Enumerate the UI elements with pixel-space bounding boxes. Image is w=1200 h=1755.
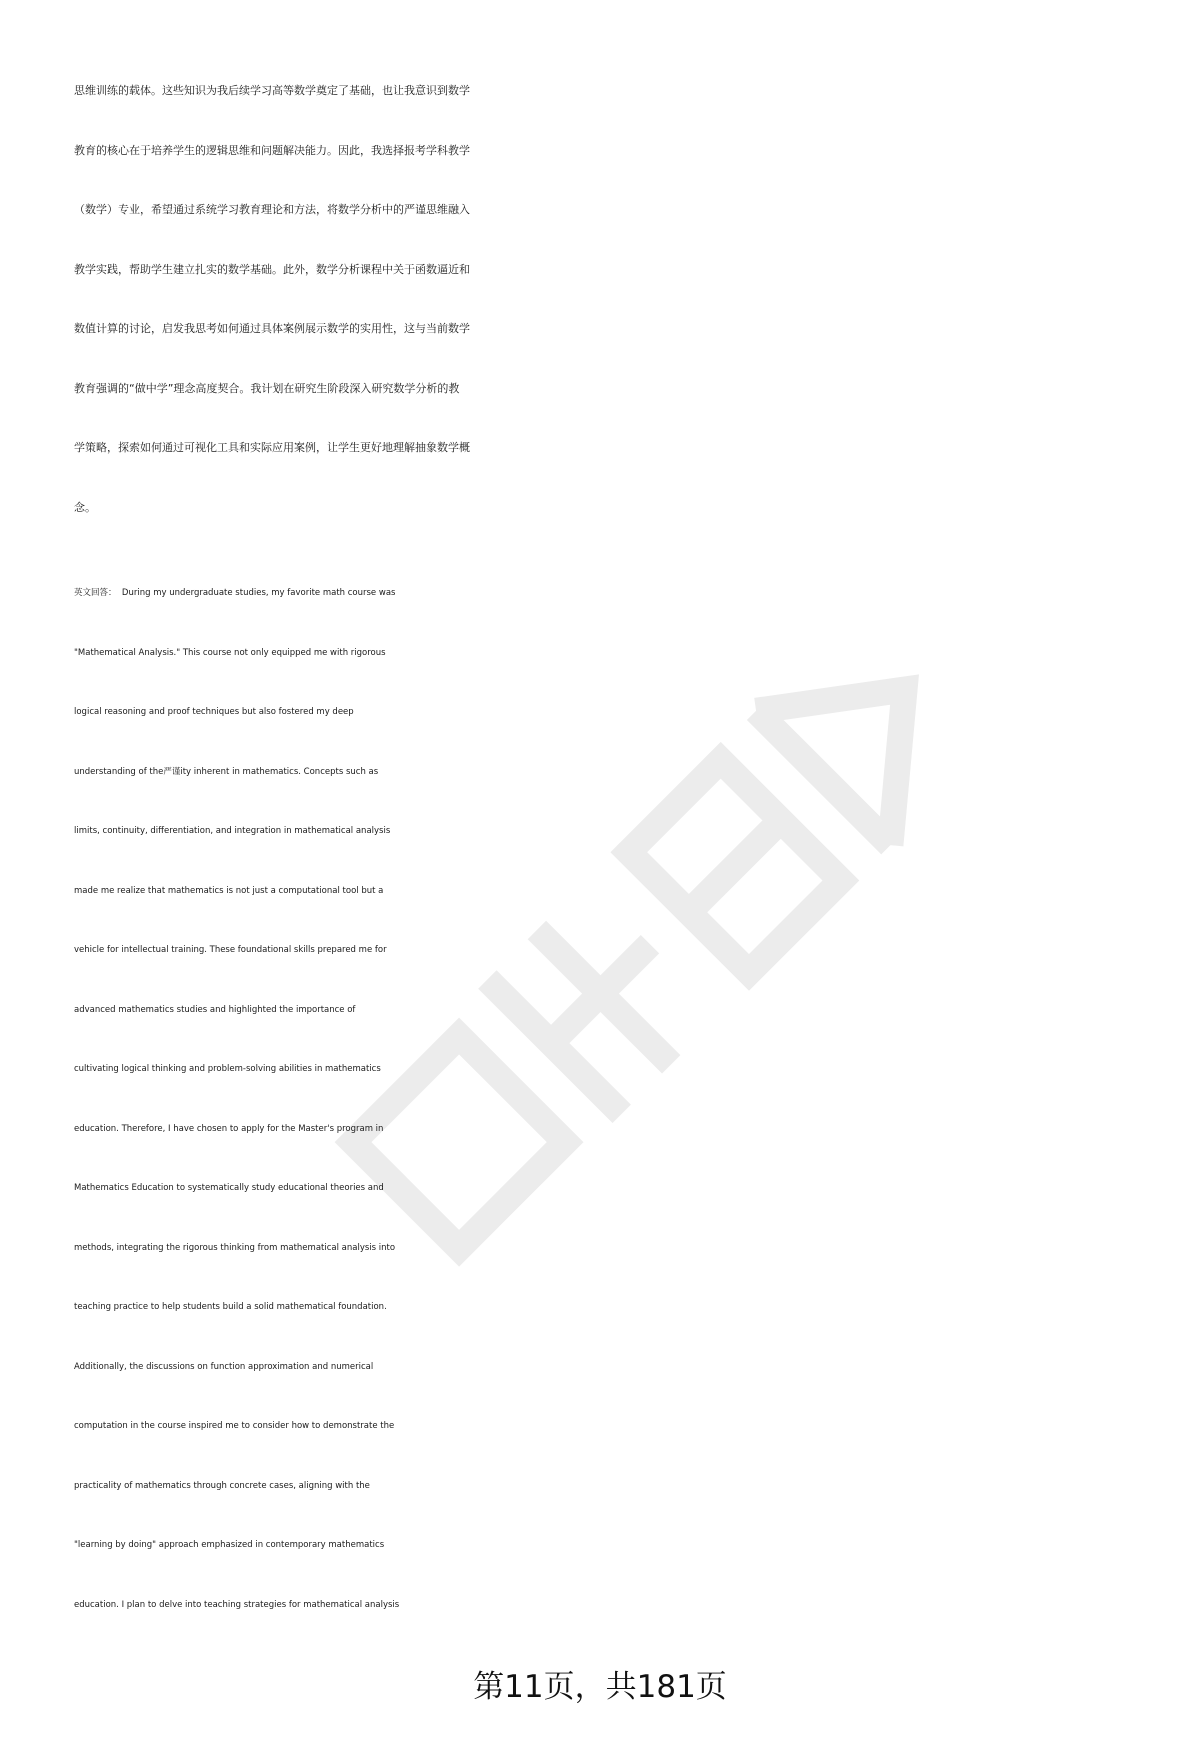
english-answer-label: 英文回答： [74,588,117,598]
chinese-line: 数值计算的讨论，启发我思考如何通过具体案例展示数学的实用性，这与当前数学 [74,322,470,335]
english-line: education. Therefore, I have chosen to apply for the Master's program in [74,1123,384,1134]
english-line: practicality of mathematics through concrete cases, aligning with the [74,1480,370,1491]
page-number-footer: 第11页，共181页 [473,1669,727,1705]
document-body [74,61,1154,1635]
chinese-line: （数学）专业，希望通过系统学习教育理论和方法，将数学分析中的严谨思维融入 [74,203,470,216]
english-line: vehicle for intellectual training. These foundational skills prepared me for [74,945,387,955]
english-line: "Mathematical Analysis." This course not only equipped me with rigorous [74,647,386,658]
english-answer-paragraph [74,564,1154,1635]
english-line: understanding of the严谨ity inherent in mathematics. Concepts such as [74,766,379,777]
english-line: limits, continuity, differentiation, and integration in mathematical analysis [74,826,391,836]
english-line: computation in the course inspired me to consider how to demonstrate the [74,1421,395,1431]
english-line: teaching practice to help students build a solid mathematical foundation. [74,1302,387,1312]
english-line: made me realize that mathematics is not just a computational tool but a [74,885,384,896]
english-line: logical reasoning and proof techniques but also fostered my deep [74,707,354,717]
chinese-line: 教育的核心在于培养学生的逻辑思维和问题解决能力。因此，我选择报考学科教学 [74,143,470,157]
chinese-answer-paragraph [74,61,1154,537]
chinese-line: 教学实践，帮助学生建立扎实的数学基础。此外，数学分析课程中关于函数逼近和 [74,262,470,276]
chinese-line: 教育强调的“做中学”理念高度契合。我计划在研究生阶段深入研究数学分析的教 [74,381,460,395]
chinese-line: 学策略，探索如何通过可视化工具和实际应用案例，让学生更好地理解抽象数学概 [74,441,470,454]
english-line: methods, integrating the rigorous thinking from mathematical analysis into [74,1242,396,1253]
english-line: advanced mathematics studies and highlighted the importance of [74,1004,356,1015]
english-line: Mathematics Education to systematically study educational theories and [74,1183,384,1193]
english-line: education. I plan to delve into teaching strategies for mathematical analysis [74,1599,400,1610]
chinese-line: 念。 [74,500,96,514]
english-first-line [74,564,1154,624]
english-line: Additionally, the discussions on function approximation and numerical [74,1361,374,1372]
english-line: cultivating logical thinking and problem-solving abilities in mathematics [74,1064,381,1074]
english-line: "learning by doing" approach emphasized in contemporary mathematics [74,1540,385,1550]
chinese-line: 思维训练的载体。这些知识为我后续学习高等数学奠定了基础，也让我意识到数学 [74,84,470,97]
english-line: During my undergraduate studies, my favorite math course was [121,588,396,598]
